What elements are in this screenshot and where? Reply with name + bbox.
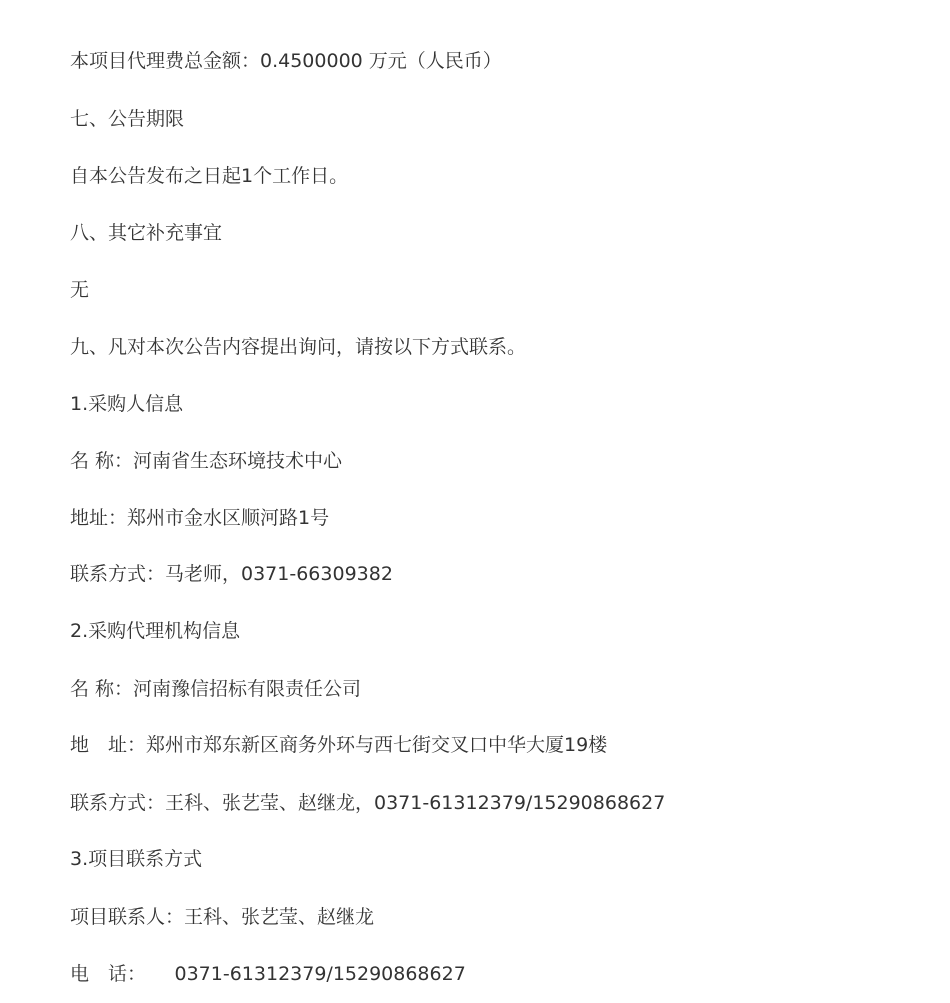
purchaser-name: 名 称：河南省生态环境技术中心 xyxy=(70,450,343,472)
announcement-period-text: 自本公告发布之日起1个工作日。 xyxy=(70,165,349,187)
agency-contact: 联系方式：王科、张艺莹、赵继龙，0371-61312379/15290868627 xyxy=(70,792,666,814)
project-contact-heading: 3.项目联系方式 xyxy=(70,848,203,870)
purchaser-address: 地址：郑州市金水区顺河路1号 xyxy=(70,507,330,529)
agency-address: 地 址：郑州市郑东新区商务外环与西七街交叉口中华大厦19楼 xyxy=(70,734,608,756)
agency-name: 名 称：河南豫信招标有限责任公司 xyxy=(70,678,362,700)
section-9-heading: 九、凡对本次公告内容提出询问，请按以下方式联系。 xyxy=(70,336,527,358)
agency-info-heading: 2.采购代理机构信息 xyxy=(70,620,241,642)
supplementary-matters-text: 无 xyxy=(70,279,90,301)
section-8-heading: 八、其它补充事宜 xyxy=(70,222,223,244)
section-7-heading: 七、公告期限 xyxy=(70,108,185,130)
project-contact-persons: 项目联系人：王科、张艺莹、赵继龙 xyxy=(70,906,375,928)
agency-fee-total-line: 本项目代理费总金额：0.4500000 万元（人民币） xyxy=(70,50,502,72)
purchaser-info-heading: 1.采购人信息 xyxy=(70,393,184,415)
purchaser-contact: 联系方式：马老师，0371-66309382 xyxy=(70,563,393,585)
project-contact-phone: 电 话： 0371-61312379/15290868627 xyxy=(70,963,466,985)
